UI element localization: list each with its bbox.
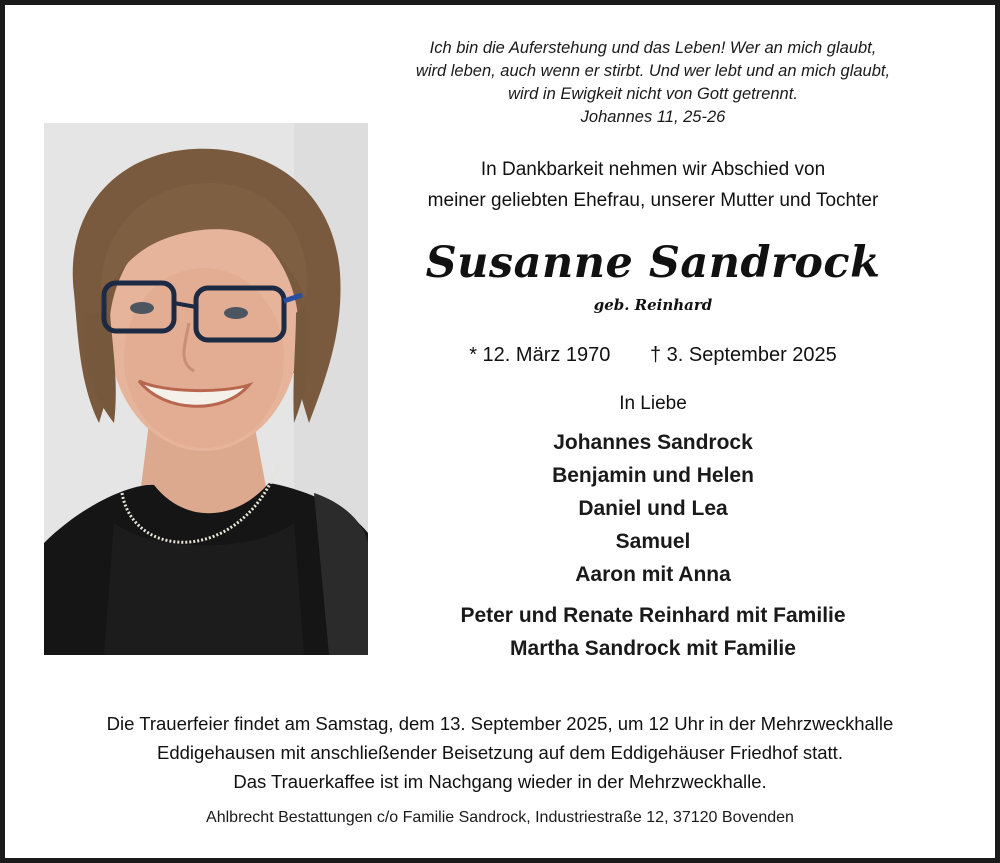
verse-line: wird leben, auch wenn er stirbt. Und wer lebt und an mich glaubt, xyxy=(415,62,891,80)
funeral-line: Eddigehausen mit anschließender Beisetzung auf dem Eddigehäuser Friedhof statt. xyxy=(157,742,843,763)
relatives-list xyxy=(375,599,931,665)
family-member: Benjamin und Helen xyxy=(552,464,754,487)
intro-line: In Dankbarkeit nehmen wir Abschied von xyxy=(480,159,826,180)
life-dates xyxy=(375,341,931,369)
verse-line: wird in Ewigkeit nicht von Gott getrennt. xyxy=(508,85,798,103)
intro-text xyxy=(375,154,931,216)
birth-date: * 12. März 1970 xyxy=(469,344,611,366)
funeral-line: Das Trauerkaffee ist im Nachgang wieder in der Mehrzweckhalle. xyxy=(233,771,767,792)
portrait-photo xyxy=(44,123,368,655)
mourners-heading: In Liebe xyxy=(619,393,687,414)
family-list xyxy=(375,426,931,591)
intro-line: meiner geliebten Ehefrau, unserer Mutter und Tochter xyxy=(427,190,879,211)
relative-family: Martha Sandrock mit Familie xyxy=(510,637,796,660)
family-member: Samuel xyxy=(615,530,691,553)
death-date: † 3. September 2025 xyxy=(649,344,837,366)
relative-family: Peter und Renate Reinhard mit Familie xyxy=(460,604,846,627)
funeral-details xyxy=(5,709,995,796)
family-member: Johannes Sandrock xyxy=(553,431,753,454)
deceased-name: Susanne Sandrock xyxy=(425,238,881,288)
verse-reference: Johannes 11, 25-26 xyxy=(580,108,726,126)
funeral-line: Die Trauerfeier findet am Samstag, dem 13. September 2025, um 12 Uhr in der Mehrzweckhalle xyxy=(106,713,894,734)
contact-address: Ahlbrecht Bestattungen c/o Familie Sandrock, Industriestraße 12, 37120 Bovenden xyxy=(206,809,794,826)
birth-name: geb. Reinhard xyxy=(593,296,713,314)
verse-line: Ich bin die Auferstehung und das Leben! Wer an mich glaubt, xyxy=(429,39,877,57)
family-member: Daniel und Lea xyxy=(578,497,728,520)
family-member: Aaron mit Anna xyxy=(575,563,731,586)
portrait-illustration xyxy=(44,123,368,655)
bible-verse xyxy=(375,37,931,129)
